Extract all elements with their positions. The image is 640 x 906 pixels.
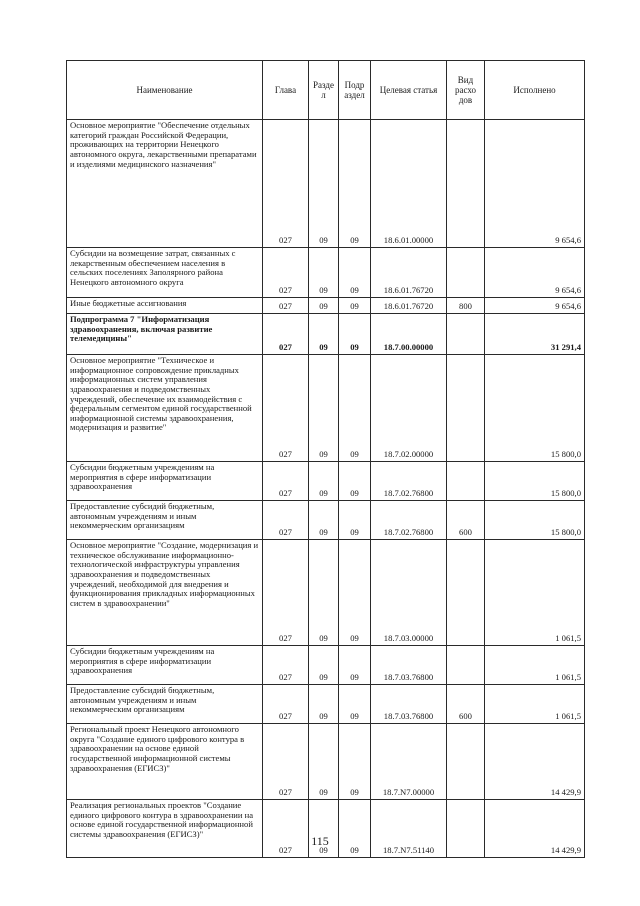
row-name: Основное мероприятие "Создание, модернизация и техническое обслуживание информационно-технологической инфраструктуры управления здравоохранения и подведомственных учреждений, необходимой для внедрения и функционирования прикладных информационных систем в здравоохранении" bbox=[67, 540, 263, 646]
row-expense-type bbox=[447, 462, 485, 501]
header-expense-type: Вид расхо дов bbox=[447, 61, 485, 120]
row-podrazdel: 09 bbox=[339, 462, 371, 501]
row-glava: 027 bbox=[263, 501, 309, 540]
table-row-subprogram bbox=[67, 314, 585, 355]
row-razdel: 09 bbox=[309, 355, 339, 462]
row-name: Субсидии бюджетным учреждениям на мероприятия в сфере информатизации здравоохранения bbox=[67, 646, 263, 685]
row-glava: 027 bbox=[263, 646, 309, 685]
row-name: Подпрограмма 7 "Информатизация здравоохранения, включая развитие телемедицины" bbox=[67, 314, 263, 355]
row-expense-type: 600 bbox=[447, 685, 485, 724]
row-target-article: 18.7.03.76800 bbox=[371, 685, 447, 724]
row-amount: 15 800,0 bbox=[485, 501, 585, 540]
row-podrazdel: 09 bbox=[339, 646, 371, 685]
row-expense-type: 600 bbox=[447, 501, 485, 540]
row-target-article: 18.7.02.76800 bbox=[371, 501, 447, 540]
row-glava: 027 bbox=[263, 540, 309, 646]
row-expense-type bbox=[447, 248, 485, 298]
row-amount: 31 291,4 bbox=[485, 314, 585, 355]
table-row bbox=[67, 685, 585, 724]
row-amount: 9 654,6 bbox=[485, 298, 585, 314]
row-target-article: 18.7.00.00000 bbox=[371, 314, 447, 355]
budget-table bbox=[66, 60, 585, 858]
table-row bbox=[67, 355, 585, 462]
row-glava: 027 bbox=[263, 685, 309, 724]
row-glava: 027 bbox=[263, 462, 309, 501]
row-razdel: 09 bbox=[309, 462, 339, 501]
row-amount: 1 061,5 bbox=[485, 685, 585, 724]
table-row bbox=[67, 646, 585, 685]
table-row bbox=[67, 248, 585, 298]
header-target-article: Целевая статья bbox=[371, 61, 447, 120]
row-name: Предоставление субсидий бюджетным, автономным учреждениям и иным некоммерческим организациям bbox=[67, 501, 263, 540]
row-podrazdel: 09 bbox=[339, 355, 371, 462]
table-header-row bbox=[67, 61, 585, 120]
header-executed: Исполнено bbox=[485, 61, 585, 120]
row-razdel: 09 bbox=[309, 540, 339, 646]
row-podrazdel: 09 bbox=[339, 120, 371, 248]
row-glava: 027 bbox=[263, 355, 309, 462]
row-amount: 14 429,9 bbox=[485, 800, 585, 858]
row-name: Региональный проект Ненецкого автономного округа "Создание единого цифрового контура в здравоохранении на основе единой государственной информационной системы здравоохранения (ЕГИСЗ)" bbox=[67, 724, 263, 800]
row-glava: 027 bbox=[263, 724, 309, 800]
row-glava: 027 bbox=[263, 298, 309, 314]
row-target-article: 18.7.03.76800 bbox=[371, 646, 447, 685]
row-target-article: 18.6.01.76720 bbox=[371, 298, 447, 314]
row-razdel: 09 bbox=[309, 248, 339, 298]
row-expense-type: 800 bbox=[447, 298, 485, 314]
row-target-article: 18.7.02.76800 bbox=[371, 462, 447, 501]
row-amount: 15 800,0 bbox=[485, 355, 585, 462]
row-target-article: 18.7.N7.51140 bbox=[371, 800, 447, 858]
row-amount: 9 654,6 bbox=[485, 120, 585, 248]
row-expense-type bbox=[447, 646, 485, 685]
row-name: Основное мероприятие "Техническое и информационное сопровождение прикладных информационных систем управления здравоохранения и подведомственных учреждений, обеспечение их взаимодействия с федеральным сегментом единой государственной информационной системы здравоохранения, модернизация и развитие" bbox=[67, 355, 263, 462]
page-number: 115 bbox=[311, 834, 329, 848]
row-name: Иные бюджетные ассигнования bbox=[67, 298, 263, 314]
row-glava: 027 bbox=[263, 314, 309, 355]
row-razdel: 09 bbox=[309, 298, 339, 314]
row-expense-type bbox=[447, 355, 485, 462]
table-row bbox=[67, 724, 585, 800]
row-podrazdel: 09 bbox=[339, 314, 371, 355]
row-target-article: 18.6.01.76720 bbox=[371, 248, 447, 298]
row-razdel: 09 bbox=[309, 120, 339, 248]
row-podrazdel: 09 bbox=[339, 800, 371, 858]
table-row bbox=[67, 462, 585, 501]
row-target-article: 18.7.02.00000 bbox=[371, 355, 447, 462]
row-glava: 027 bbox=[263, 248, 309, 298]
row-expense-type bbox=[447, 724, 485, 800]
row-podrazdel: 09 bbox=[339, 248, 371, 298]
row-name: Реализация региональных проектов "Создание единого цифрового контура в здравоохранении на основе единой государственной информационной системы здравоохранения (ЕГИСЗ)" bbox=[67, 800, 263, 858]
row-target-article: 18.7.N7.00000 bbox=[371, 724, 447, 800]
row-razdel: 09 bbox=[309, 800, 339, 858]
row-razdel: 09 bbox=[309, 685, 339, 724]
row-podrazdel: 09 bbox=[339, 298, 371, 314]
row-name: Предоставление субсидий бюджетным, автономным учреждениям и иным некоммерческим организациям bbox=[67, 685, 263, 724]
row-expense-type bbox=[447, 120, 485, 248]
row-name: Основное мероприятие "Обеспечение отдельных категорий граждан Российской Федерации, проживающих на территории Ненецкого автономного округа, лекарственными препаратами и изделиями медицинского назначения" bbox=[67, 120, 263, 248]
header-name: Наименование bbox=[67, 61, 263, 120]
row-razdel: 09 bbox=[309, 724, 339, 800]
row-razdel: 09 bbox=[309, 314, 339, 355]
row-name: Субсидии бюджетным учреждениям на мероприятия в сфере информатизации здравоохранения bbox=[67, 462, 263, 501]
row-name: Субсидии на возмещение затрат, связанных с лекарственным обеспечением населения в сельских поселениях Заполярного района Ненецкого автономного округа bbox=[67, 248, 263, 298]
table-row bbox=[67, 120, 585, 248]
row-razdel: 09 bbox=[309, 646, 339, 685]
row-glava: 027 bbox=[263, 800, 309, 858]
row-amount: 14 429,9 bbox=[485, 724, 585, 800]
row-expense-type bbox=[447, 540, 485, 646]
row-podrazdel: 09 bbox=[339, 501, 371, 540]
row-podrazdel: 09 bbox=[339, 540, 371, 646]
table-row bbox=[67, 540, 585, 646]
table-row bbox=[67, 501, 585, 540]
row-target-article: 18.6.01.00000 bbox=[371, 120, 447, 248]
header-razdel: Разде л bbox=[309, 61, 339, 120]
header-glava: Глава bbox=[263, 61, 309, 120]
header-podrazdel: Подр аздел bbox=[339, 61, 371, 120]
row-razdel: 09 bbox=[309, 501, 339, 540]
row-target-article: 18.7.03.00000 bbox=[371, 540, 447, 646]
row-amount: 1 061,5 bbox=[485, 540, 585, 646]
row-glava: 027 bbox=[263, 120, 309, 248]
table-row bbox=[67, 298, 585, 314]
row-amount: 15 800,0 bbox=[485, 462, 585, 501]
row-amount: 9 654,6 bbox=[485, 248, 585, 298]
row-podrazdel: 09 bbox=[339, 724, 371, 800]
row-podrazdel: 09 bbox=[339, 685, 371, 724]
row-amount: 1 061,5 bbox=[485, 646, 585, 685]
row-expense-type bbox=[447, 314, 485, 355]
